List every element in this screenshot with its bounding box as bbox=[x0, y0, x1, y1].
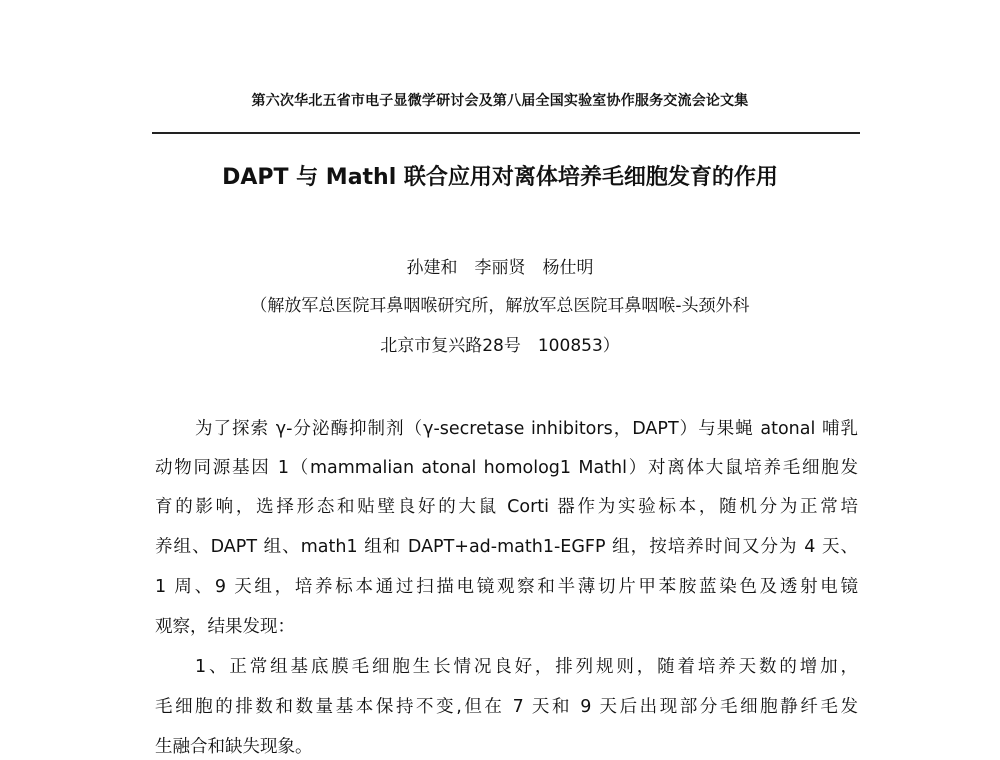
body-line: 养组、DAPT 组、math1 组和 DAPT+ad-math1-EGFP 组，按培养时间又分为 4 天、 bbox=[155, 537, 858, 557]
proceedings-header: 第六次华北五省市电子显微学研讨会及第八届全国实验室协作服务交流会论文集 bbox=[251, 93, 749, 109]
body-line: 1 周、9 天组，培养标本通过扫描电镜观察和半薄切片甲苯胺蓝染色及透射电镜 bbox=[155, 577, 858, 597]
paper-title: DAPT 与 Mathl 联合应用对离体培养毛细胞发育的作用 bbox=[222, 165, 778, 190]
authors: 孙建和 李丽贤 杨仕明 bbox=[406, 258, 594, 278]
body-line: 毛细胞的排数和数量基本保持不变,但在 7 天和 9 天后出现部分毛细胞静纤毛发 bbox=[155, 697, 858, 717]
affiliation-line: （解放军总医院耳鼻咽喉研究所，解放军总医院耳鼻咽喉-头颈外科 bbox=[250, 296, 750, 316]
body-line: 为了探索 γ-分泌酶抑制剂（γ-secretase inhibitors，DAPT）与果蝇 atonal 哺乳 bbox=[195, 419, 858, 439]
body-line: 观察，结果发现： bbox=[155, 617, 295, 637]
body-line: 动物同源基因 1（mammalian atonal homolog1 Mathl）对离体大鼠培养毛细胞发 bbox=[155, 458, 858, 478]
body-line: 育的影响，选择形态和贴壁良好的大鼠 Corti 器作为实验标本，随机分为正常培 bbox=[155, 497, 858, 517]
header-divider bbox=[152, 132, 860, 134]
affiliation-line: 北京市复兴路28号 100853） bbox=[380, 336, 620, 356]
body-line: 1、正常组基底膜毛细胞生长情况良好，排列规则，随着培养天数的增加， bbox=[195, 657, 858, 677]
body-line: 生融合和缺失现象。 bbox=[155, 737, 313, 757]
